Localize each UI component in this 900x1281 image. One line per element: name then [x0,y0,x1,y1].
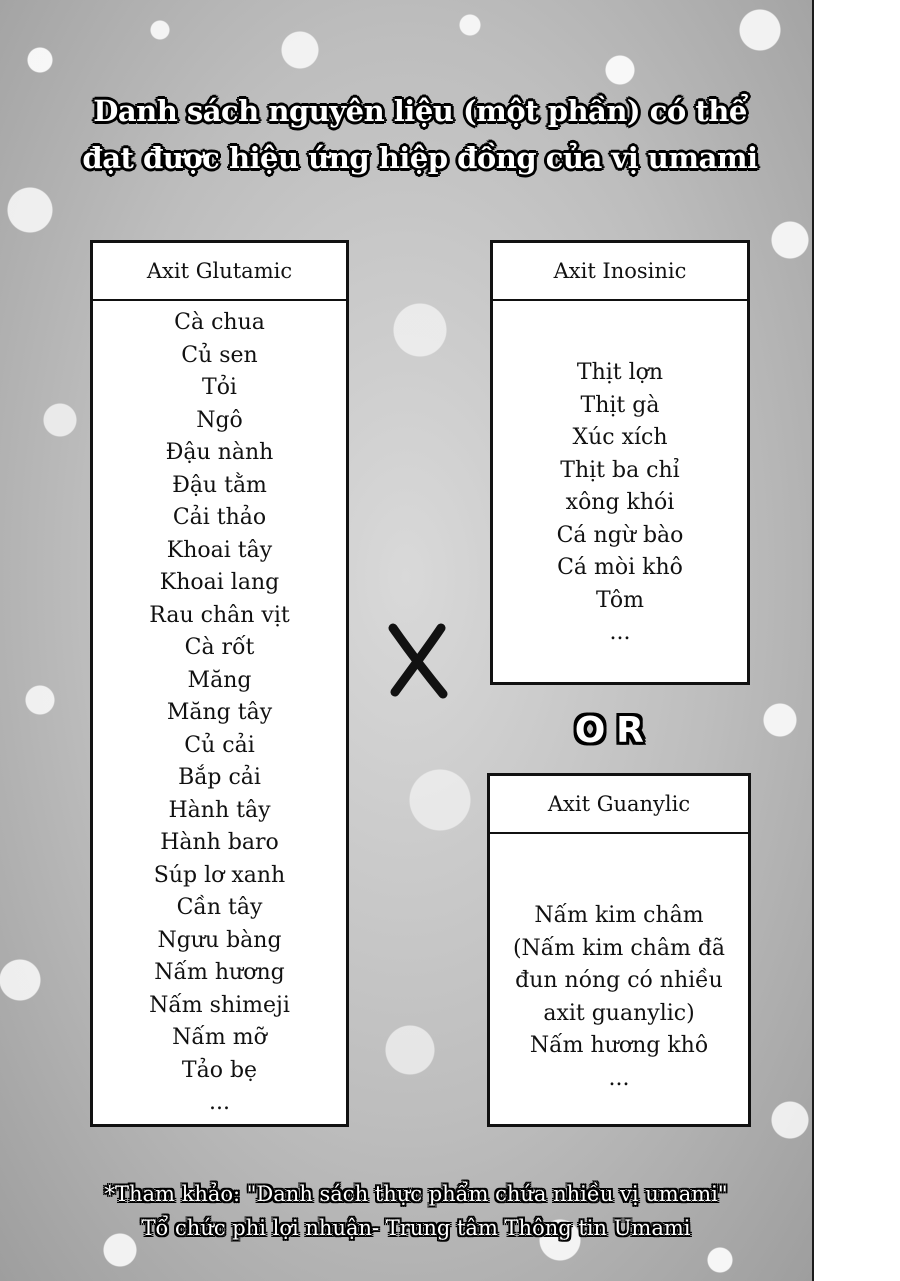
list-item: Nấm hương khô [529,1033,709,1058]
list-item: Cá ngừ bào [556,522,684,548]
list-item: Cá mòi khô [557,555,683,580]
guanylic-acid-box [487,773,751,1127]
list-item: Súp lơ xanh [153,862,286,888]
page-margin [812,0,900,1281]
list-item: axit guanylic) [543,1000,695,1026]
list-item: (Nấm kim châm đã [512,935,726,961]
list-item: Nấm shimeji [149,992,290,1018]
list-item: ... [608,1065,630,1091]
list-item: Ngô [196,407,243,433]
list-item: Cần tây [176,895,263,920]
list-item: Củ sen [181,342,258,368]
glutamic-acid-list [93,301,346,1120]
list-item: Tôm [596,587,644,613]
footnote-line-2: Tổ chức phi lợi nhuận- Trung tâm Thông tin Umami [141,1216,691,1240]
list-item: ... [609,620,631,645]
list-item: Măng tây [166,700,273,725]
guanylic-acid-header: Axit Guanylic [490,776,748,834]
footnote-line-1: *Tham khảo: "Danh sách thực phẩm chứa nhiều vị umami" [104,1182,728,1206]
title-line-1: Danh sách nguyên liệu (một phần) có thể [93,94,747,128]
list-item: Tỏi [202,375,237,400]
or-letter-o: O [574,710,606,751]
list-item: đun nóng có nhiều [515,968,723,993]
list-item: ... [209,1090,230,1115]
page-title [60,88,780,182]
list-item: Khoai tây [166,537,273,563]
list-item: Tảo bẹ [181,1057,258,1083]
list-item: Hành tây [168,797,271,823]
list-item: Xúc xích [572,425,668,450]
or-letter-r: R [616,710,644,751]
list-item: Nấm mỡ [172,1025,267,1050]
list-item: xông khói [565,490,675,515]
list-item: Nấm kim châm [534,903,704,928]
list-item: Cải thảo [172,505,267,530]
list-item: Cà rốt [184,635,255,660]
list-item: Đậu nành [165,440,274,465]
list-item: Thịt lợn [576,360,664,385]
or-connector [570,710,662,756]
list-item: Nấm hương [154,960,285,985]
list-item: Thịt gà [580,392,660,418]
glutamic-acid-header: Axit Glutamic [93,243,346,301]
title-line-2: đạt được hiệu ứng hiệp đồng của vị umami [82,141,758,175]
guanylic-acid-list [490,834,748,1095]
list-item: Cà chua [174,310,265,335]
list-item: Đậu tằm [172,472,267,498]
list-item: Hành baro [160,830,279,855]
list-item: Rau chân vịt [149,602,290,628]
reference-footnote [60,1177,772,1245]
list-item: Khoai lang [159,570,280,595]
list-item: Ngưu bàng [157,927,282,953]
inosinic-acid-header: Axit Inosinic [493,243,747,301]
inosinic-acid-list [493,301,747,650]
times-icon [385,620,451,700]
glutamic-acid-box [90,240,349,1127]
list-item: Bắp cải [178,765,261,790]
list-item: Thịt ba chỉ [560,457,680,483]
list-item: Củ cải [184,732,255,758]
list-item: Măng [187,667,252,693]
inosinic-acid-box [490,240,750,685]
